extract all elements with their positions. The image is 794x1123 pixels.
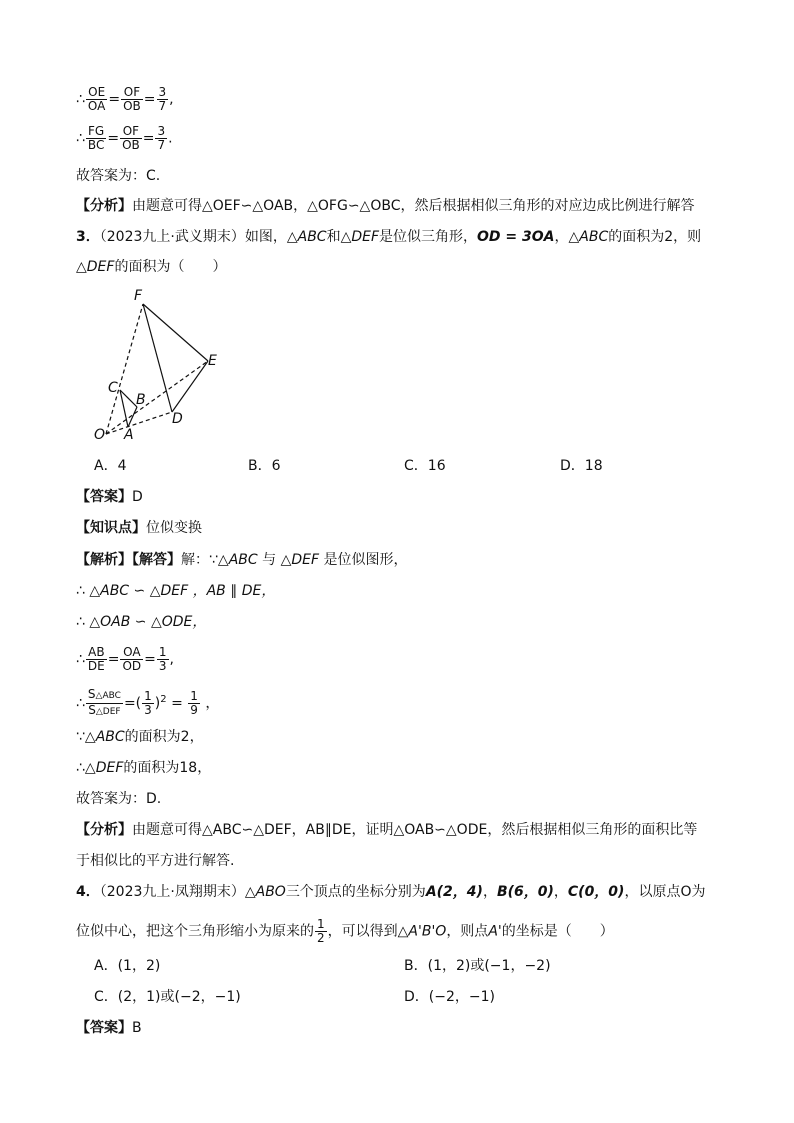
q3-option-d[interactable]: D．18 <box>560 458 603 474</box>
q4-option-b[interactable]: B．(1，2)或(−1，−2) <box>404 958 551 974</box>
q3-solution-7: ∴△DEF的面积为18， <box>76 760 212 776</box>
q3-solution-4: ∴ $\frac{AB}{DE}$ = $\frac{OA}{OD}$ = $\frac{1}{3}$ , <box>76 645 174 673</box>
q3-solution-6: ∵△ABC的面积为2， <box>76 729 204 745</box>
label-o: O <box>94 427 106 443</box>
therefore-symbol: ∴ <box>76 91 85 108</box>
analysis-line: 【分析】由题意可得△OEF∽△OAB，△OFG∽△OBC，然后根据相似三角形的对应边成比例进行解答 <box>76 198 695 214</box>
fraction: $\frac{1}{9}$ <box>190 689 198 717</box>
question-3-line-1: 3．（2023九上·武义期末）如图，△ABC和△DEF是位似三角形，OD = 3OA，△ABC的面积为2，则 <box>76 229 702 245</box>
q3-option-a[interactable]: A．4 <box>94 458 127 474</box>
q4-option-d[interactable]: D．(−2，−1) <box>404 989 495 1005</box>
edge-cb <box>120 390 137 407</box>
q3-option-c[interactable]: C．16 <box>404 458 446 474</box>
fraction: $\frac{3}{7}$ <box>157 124 166 152</box>
question-3-line-2: △DEF的面积为（ ） <box>76 259 227 275</box>
q3-solution-1: 【解析】【解答】解：∵△ABC 与 △DEF 是位似图形， <box>76 552 408 568</box>
fraction: $\frac{OF}{OB}$ <box>123 85 141 113</box>
q3-solution-5: ∴ $\frac{\text{S△ABC}}{\text{S△DEF}}$ =( $\frac{1}{3}$ )$^2$ = $\frac{1}{9}$ ， <box>76 687 220 717</box>
q3-knowledge-point: 【知识点】位似变换 <box>76 520 202 536</box>
fraction: $\frac{OE}{OA}$ <box>87 85 106 113</box>
fraction: $\frac{FG}{BC}$ <box>87 124 105 152</box>
q3-analysis-1: 【分析】由题意可得△ABC∽△DEF，AB∥DE，证明△OAB∽△ODE，然后根据相似三角形的面积比等 <box>76 822 698 838</box>
edge-ed <box>172 361 208 412</box>
q4-option-a[interactable]: A．(1，2) <box>94 958 161 974</box>
fraction: $\frac{1}{3}$ <box>158 645 167 673</box>
edge-ca <box>120 390 128 427</box>
ray-od <box>106 412 172 434</box>
q3-solution-8: 故答案为：D. <box>76 791 162 807</box>
label-d: D <box>172 411 183 427</box>
label-a: A <box>124 427 134 443</box>
ray-oe <box>106 361 208 434</box>
fraction: $\frac{3}{7}$ <box>158 85 167 113</box>
ray-of <box>106 304 143 434</box>
label-b: B <box>136 392 146 408</box>
edge-fd <box>143 304 172 412</box>
q4-option-c[interactable]: C．(2，1)或(−2，−1) <box>94 989 241 1005</box>
question-4-line-2: 位似中心，把这个三角形缩小为原来的 $\frac{1}{2}$ ，可以得到△A'B'O，则点A'的坐标是（ ） <box>76 917 614 945</box>
q3-analysis-2: 于相似比的平方进行解答. <box>76 853 235 869</box>
q3-solution-2: ∴ △ABC ∽ △DEF ，AB ∥ DE， <box>76 583 276 599</box>
edge-ab <box>128 407 137 427</box>
label-f: F <box>134 288 143 304</box>
ratio-line-2: ∴ $\frac{FG}{BC}$ = $\frac{OF}{OB}$ = $\frac{3}{7}$ . <box>76 124 173 152</box>
fraction: $\frac{OA}{OD}$ <box>122 645 142 673</box>
q3-answer: 【答案】D <box>76 489 143 505</box>
q3-solution-3: ∴ △OAB ∽ △ODE， <box>76 614 207 630</box>
fraction: $\frac{1}{2}$ <box>317 917 325 945</box>
therefore-symbol: ∴ <box>76 130 85 147</box>
q4-answer: 【答案】B <box>76 1020 142 1036</box>
fraction: $\frac{1}{3}$ <box>144 689 152 717</box>
edge-fe <box>143 304 208 361</box>
q3-option-b[interactable]: B．6 <box>248 458 281 474</box>
fraction: $\frac{AB}{DE}$ <box>87 645 105 673</box>
question-4-line-1: 4．（2023九上·凤翔期末）△ABO三个顶点的坐标分别为A(2，4)，B(6，0)，C(0，0)，以原点O为 <box>76 884 706 900</box>
fraction: $\frac{\text{S△ABC}}{\text{S△DEF}}$ <box>87 687 121 717</box>
label-e: E <box>208 353 217 369</box>
fraction: $\frac{OF}{OB}$ <box>122 124 140 152</box>
answer-line: 故答案为：C. <box>76 168 161 184</box>
label-c: C <box>108 380 118 396</box>
ratio-line-1: ∴ $\frac{OE}{OA}$ = $\frac{OF}{OB}$ = $\frac{3}{7}$ , <box>76 85 174 113</box>
